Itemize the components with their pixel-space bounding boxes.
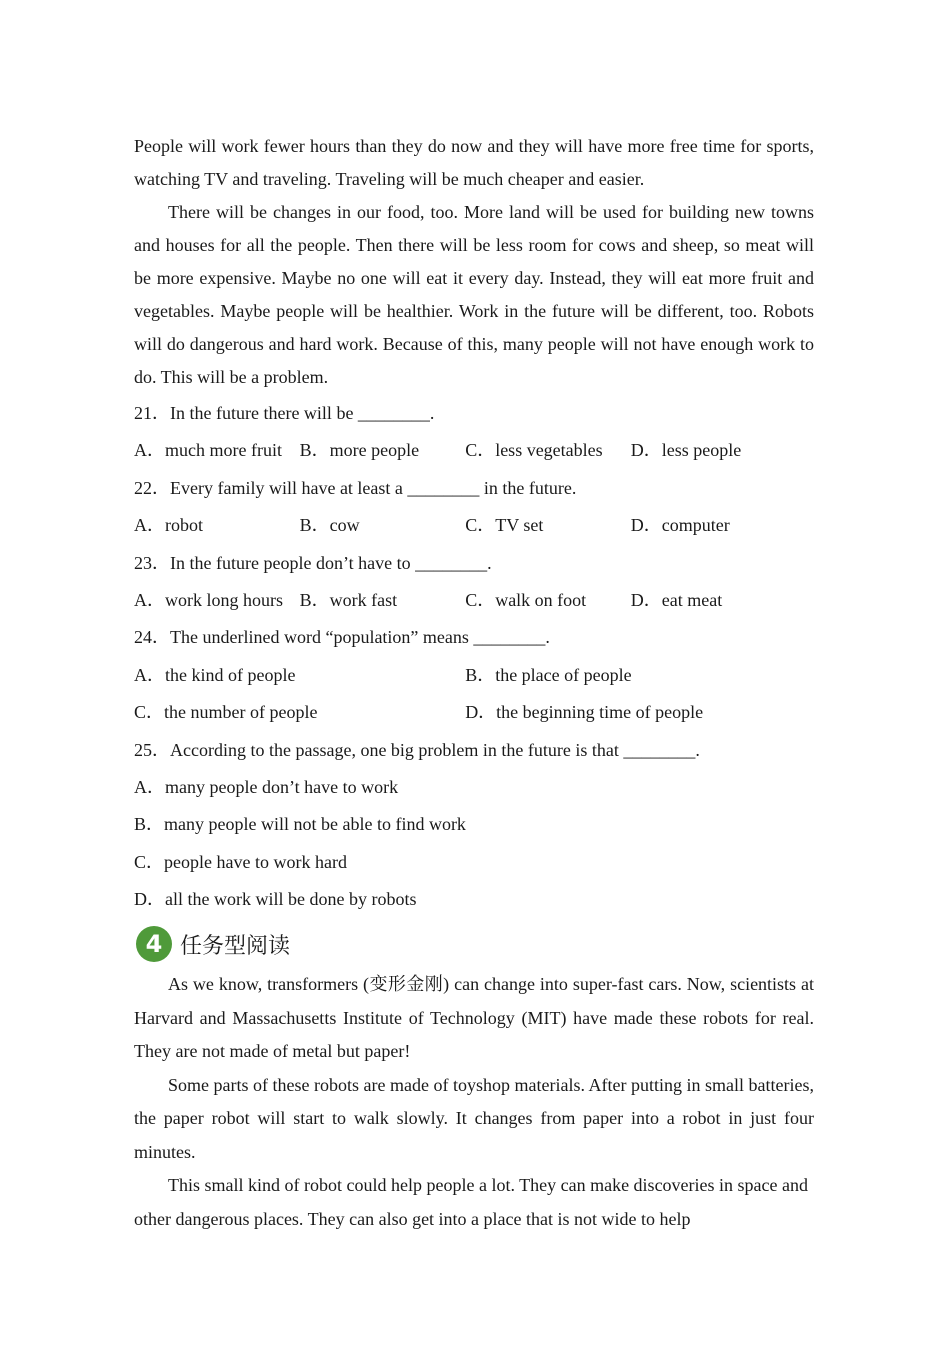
passage-paragraph: As we know, transformers (变形金刚) can change into super-fast cars. Now, scientists at Harvard and Massachusetts Institute of Technology (MIT) have made these robots for real. They are not made of metal but paper! [134, 974, 814, 1062]
passage-paragraph: Some parts of these robots are made of toyshop materials. After putting in small batteries, the paper robot will start to walk slowly. It changes from paper into a robot in just four minutes. [134, 1074, 814, 1162]
option-d[interactable]: D．computer [630, 515, 730, 536]
option-c[interactable]: C．TV set [465, 515, 544, 536]
option-b[interactable]: B．work fast [299, 589, 398, 610]
option-c[interactable]: C．people have to work hard [134, 851, 347, 872]
option-b[interactable]: B．the place of people [465, 664, 632, 685]
option-b[interactable]: B．many people will not be able to find work [134, 814, 466, 835]
worksheet-page [134, 130, 814, 1236]
option-d[interactable]: D．the beginning time of people [465, 702, 704, 723]
option-row [134, 582, 814, 619]
option-d[interactable]: D．less people [630, 440, 742, 461]
option-c[interactable]: C．less vegetables [465, 440, 603, 461]
option-c[interactable]: C．walk on foot [465, 589, 587, 610]
option-c[interactable]: C．the number of people [134, 702, 318, 723]
option-d[interactable]: D．all the work will be done by robots [134, 889, 417, 910]
question-stem: 25．According to the passage, one big problem in the future is that ________. [134, 739, 700, 760]
passage-paragraph: This small kind of robot could help people a lot. They can make discoveries in space and other dangerous places. They can also get into a place that is not wide to help [134, 1175, 808, 1229]
question-stem: 22．Every family will have at least a ________ in the future. [134, 477, 577, 498]
reading-passage [134, 968, 814, 1236]
option-row [134, 432, 814, 469]
question-stem: 23．In the future people don’t have to ________. [134, 552, 492, 573]
option-b[interactable]: B．cow [299, 515, 360, 536]
option-a[interactable]: A．many people don’t have to work [134, 776, 399, 797]
section-title: 任务型阅读 [180, 933, 291, 959]
passage-paragraph: People will work fewer hours than they do now and they will have more free time for sports, watching TV and traveling. Traveling will be much cheaper and easier. [134, 136, 814, 189]
question-stem: 24．The underlined word “population” means ________. [134, 627, 550, 648]
option-row [134, 881, 814, 918]
question-stem: 21．In the future there will be ________. [134, 403, 435, 423]
option-row [134, 806, 814, 843]
option-a[interactable]: A．work long hours [134, 589, 283, 610]
option-a[interactable]: A．much more fruit [134, 440, 282, 461]
option-row [134, 657, 814, 694]
passage-continued [134, 130, 814, 394]
passage-paragraph: There will be changes in our food, too. More land will be used for building new towns and houses for all the people. Then there will be less room for cows and sheep, so meat will be more expensive. Maybe no one will eat it every day. Instead, they will eat more fruit and vegetables. Maybe people will be healthier. Work in the future will be different, too. Robots will do dangerous and hard work. Because of this, many people will not have enough work to do. This will be a problem. [134, 202, 814, 387]
option-row [134, 694, 814, 731]
option-a[interactable]: A．the kind of people [134, 664, 296, 685]
option-row [134, 844, 814, 881]
option-a[interactable]: A．robot [134, 515, 203, 536]
option-d[interactable]: D．eat meat [630, 589, 723, 610]
option-row [134, 769, 814, 806]
section-number-badge: 4 [136, 926, 172, 962]
section-heading [134, 922, 814, 966]
option-row [134, 507, 814, 544]
option-b[interactable]: B．more people [299, 440, 420, 461]
question-block [134, 395, 814, 918]
